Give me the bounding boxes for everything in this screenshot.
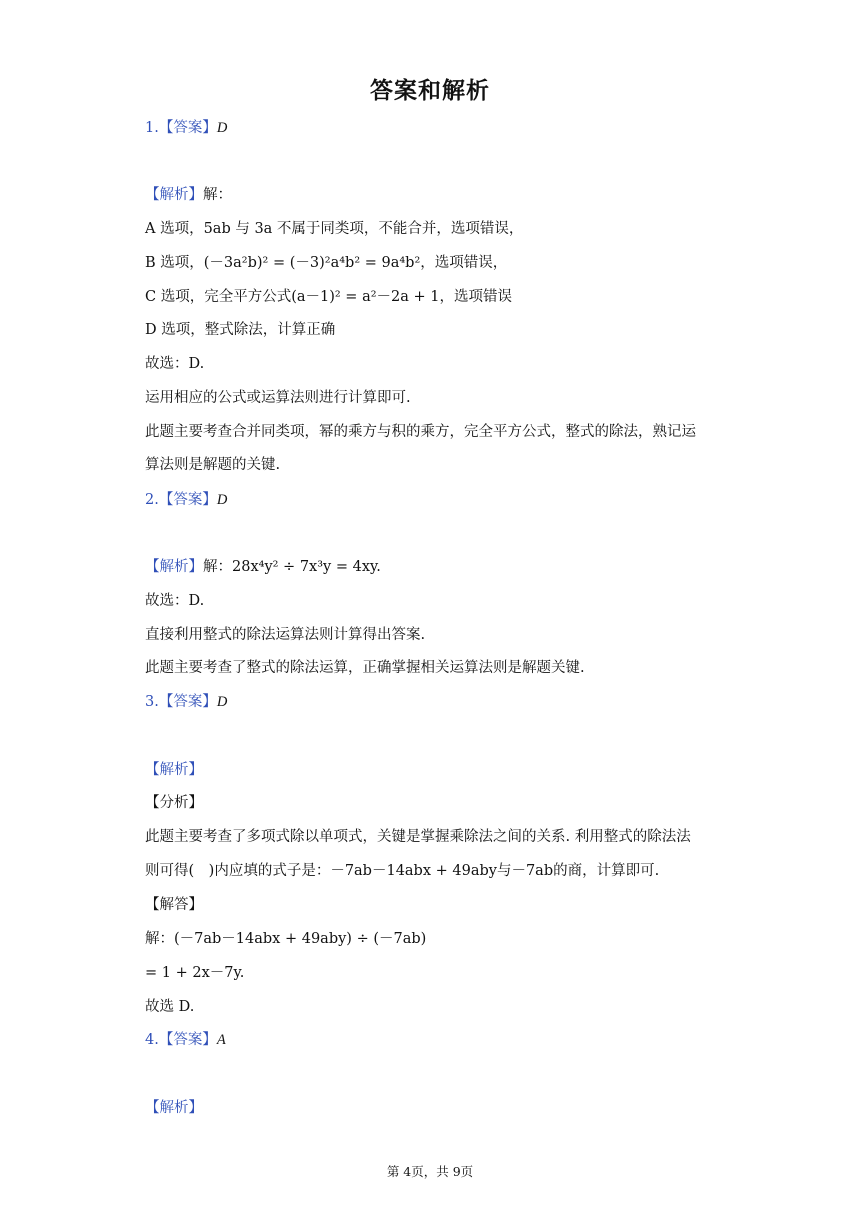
q1-line-4: D 选项，整式除法，计算正确: [145, 322, 336, 338]
q1-line-3: C 选项，完全平方公式(a－1)² = a²－2a + 1，选项错误: [145, 289, 512, 305]
q1-answer-value: D: [216, 120, 228, 136]
q3-line-2: 则可得( )内应填的式子是：－7ab－14abx + 49aby与－7ab的商，计算即可.: [145, 863, 660, 879]
q3-analysis-tag: 【解析】: [145, 762, 203, 778]
q2-line-2: 直接利用整式的除法运算法则计算得出答案.: [145, 627, 426, 643]
q4-number: 4.: [145, 1032, 159, 1048]
q3-answer-subtag: 【解答】: [145, 897, 203, 913]
q3-line-5: 故选 D.: [145, 999, 195, 1015]
q2-line-1: 故选：D.: [145, 593, 205, 609]
q2-line-3: 此题主要考查了整式的除法运算，正确掌握相关运算法则是解题关键.: [145, 660, 585, 676]
q2-analysis-text: 解：28x⁴y² ÷ 7x³y = 4xy.: [203, 559, 381, 575]
q3-line-4: = 1 + 2x－7y.: [145, 965, 245, 981]
q1-analysis-text: 解：: [203, 187, 232, 203]
q2-analysis-line: [145, 557, 381, 577]
q2-analysis-tag: 【解析】: [145, 559, 203, 575]
q1-line-2: B 选项，(－3a²b)² = (－3)²a⁴b² = 9a⁴b²，选项错误，: [145, 255, 508, 271]
q1-line-5: 故选：D.: [145, 356, 205, 372]
q4-answer-line: [145, 1030, 226, 1050]
q2-number: 2.: [145, 492, 159, 508]
q1-line-6: 运用相应的公式或运算法则进行计算即可.: [145, 390, 411, 406]
page-title: 答案和解析: [370, 78, 490, 104]
q1-number: 1.: [145, 120, 159, 136]
q4-answer-value: A: [216, 1032, 226, 1048]
q1-answer-line: [145, 118, 227, 138]
q1-line-8: 算法则是解题的关键.: [145, 457, 281, 473]
q4-analysis-tag: 【解析】: [145, 1100, 203, 1116]
q1-line-7: 此题主要考查合并同类项，幂的乘方与积的乘方，完全平方公式，整式的除法，熟记运: [145, 424, 696, 440]
q1-answer-tag: 【答案】: [158, 120, 217, 136]
q2-answer-line: [145, 490, 227, 510]
page-footer: 第 4页，共 9页: [386, 1164, 474, 1179]
q3-analysis-subtag: 【分析】: [145, 795, 203, 811]
q2-answer-tag: 【答案】: [158, 492, 217, 508]
q3-line-3: 解：(－7ab－14abx + 49aby) ÷ (－7ab): [145, 931, 427, 947]
q1-analysis-line: [145, 185, 232, 205]
q3-line-1: 此题主要考查了多项式除以单项式，关键是掌握乘除法之间的关系. 利用整式的除法法: [145, 829, 691, 845]
q3-answer-tag: 【答案】: [158, 694, 217, 710]
q3-answer-value: D: [216, 694, 228, 710]
q2-answer-value: D: [216, 492, 228, 508]
q3-answer-line: [145, 692, 227, 712]
q1-line-1: A 选项，5ab 与 3a 不属于同类项，不能合并，选项错误，: [145, 221, 524, 237]
q3-number: 3.: [145, 694, 159, 710]
q1-analysis-tag: 【解析】: [145, 187, 203, 203]
q4-answer-tag: 【答案】: [158, 1032, 217, 1048]
